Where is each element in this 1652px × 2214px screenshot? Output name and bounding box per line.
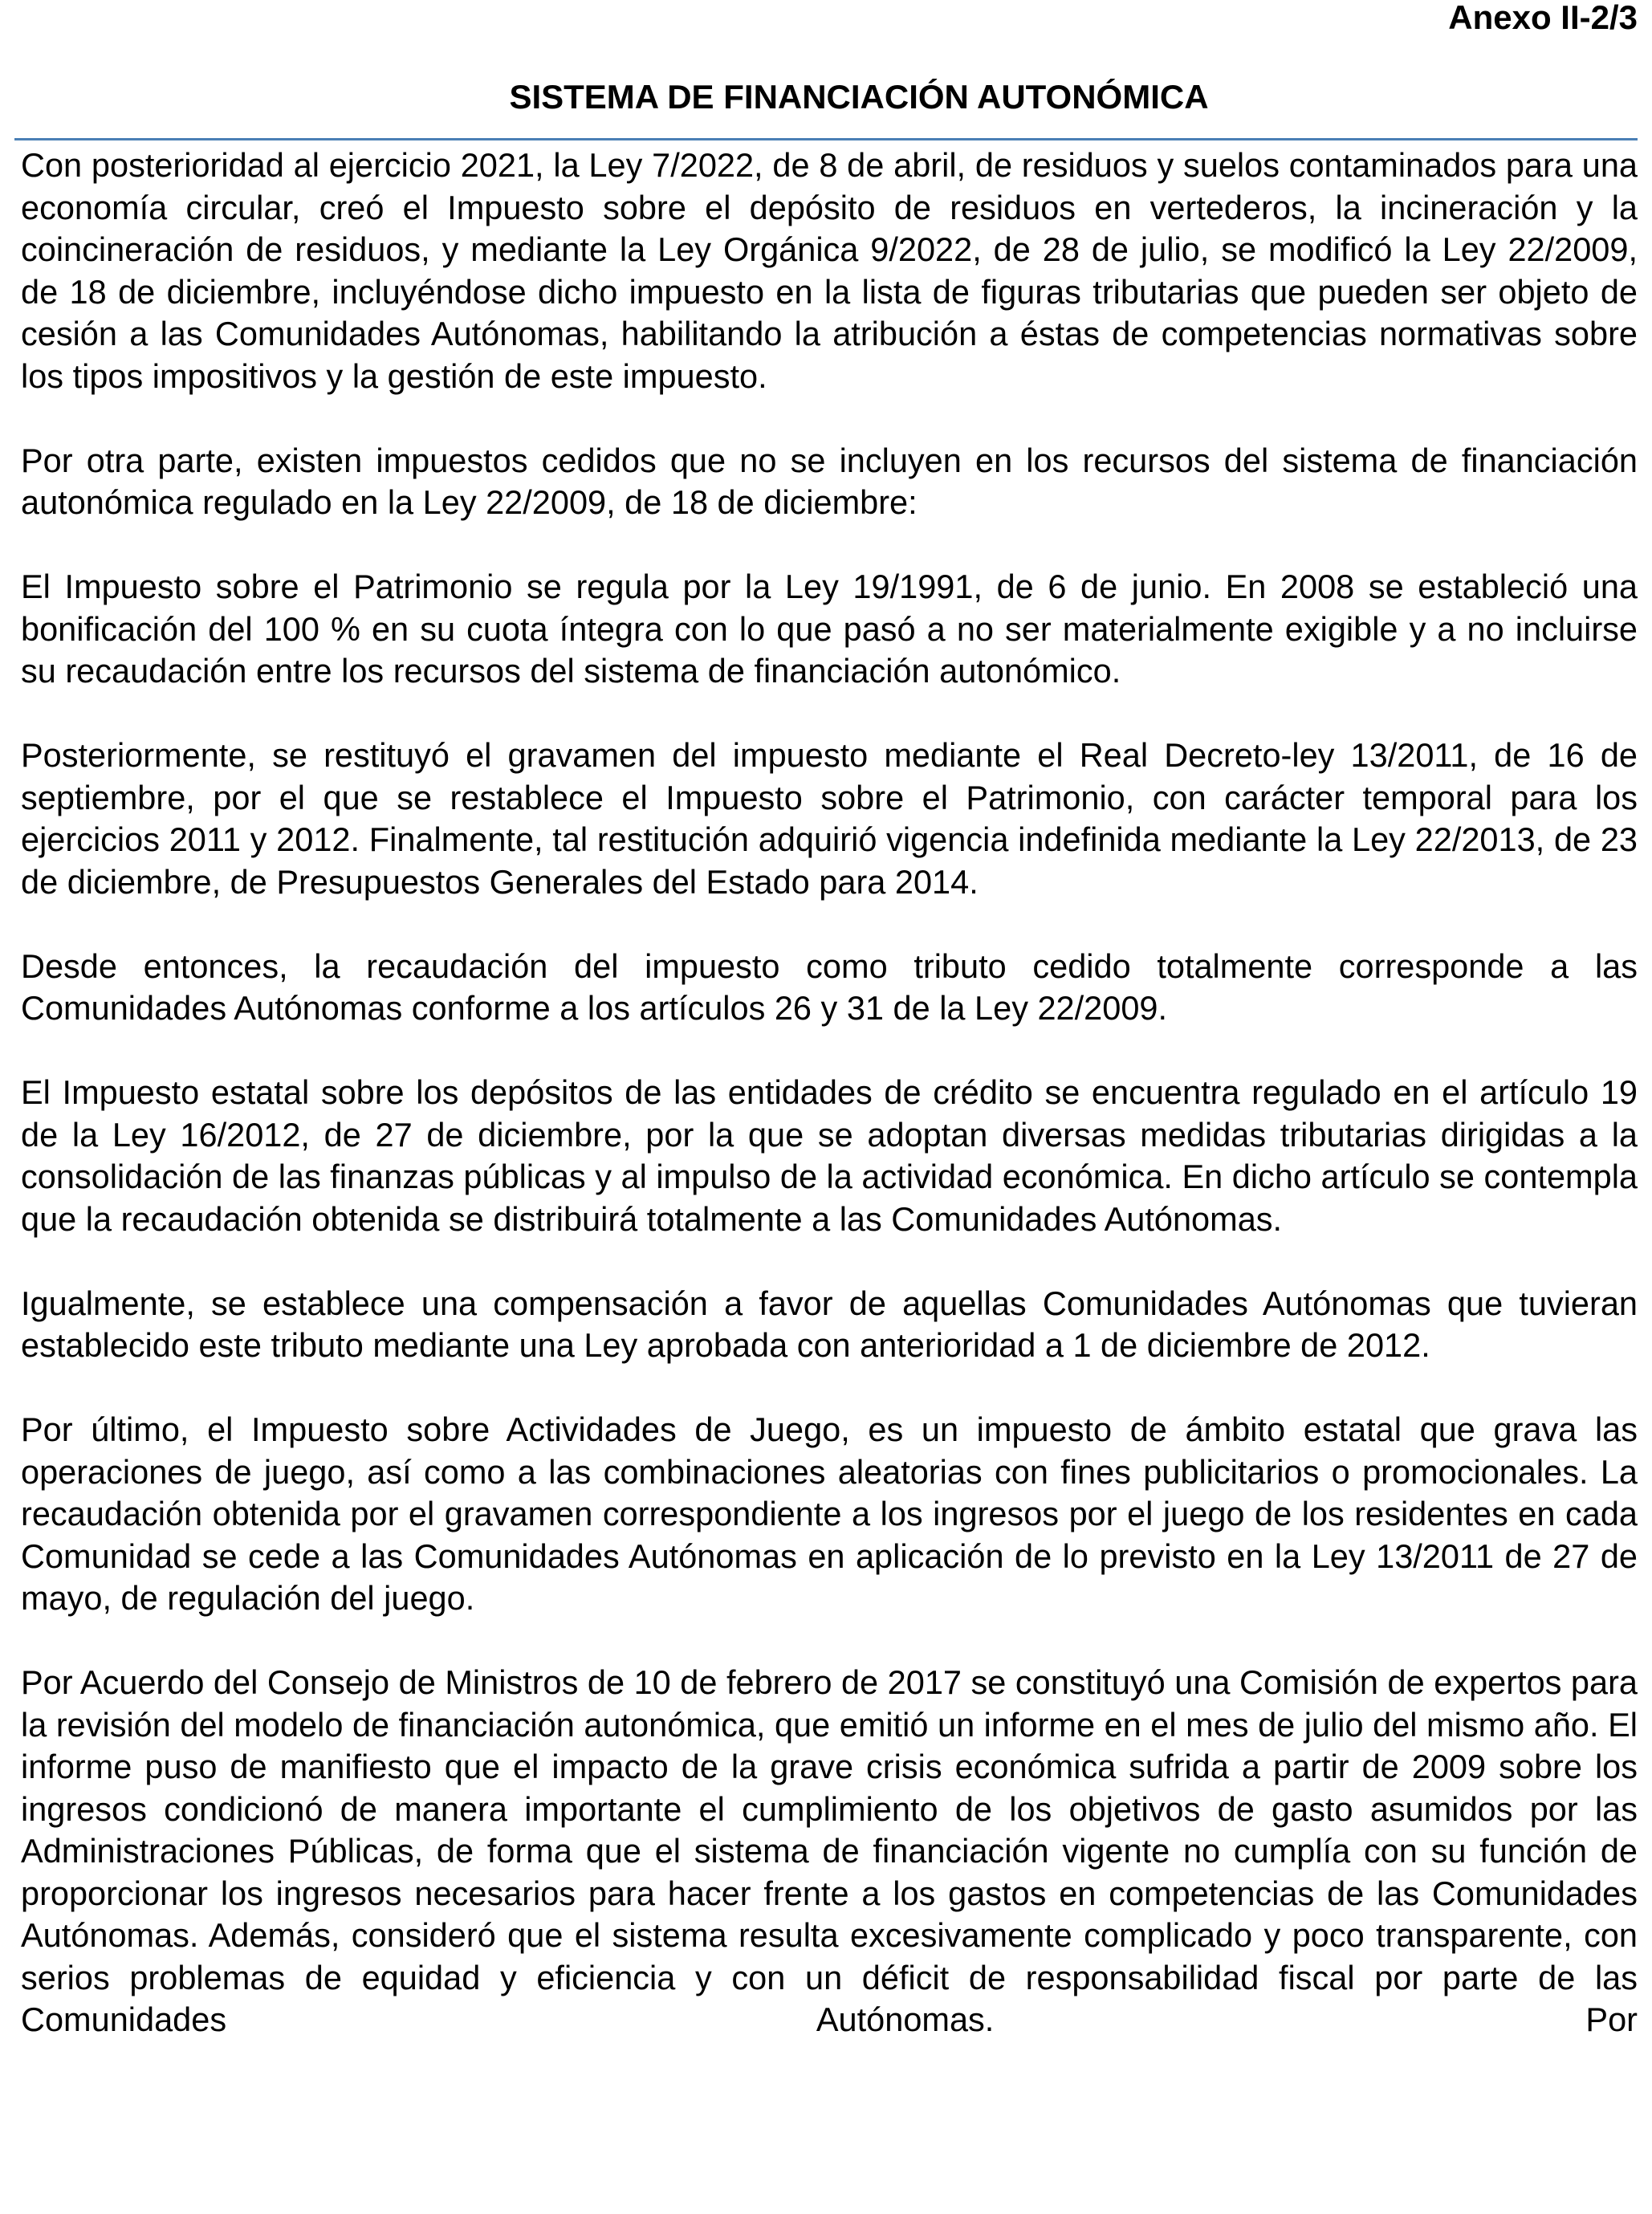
document-body — [21, 144, 1638, 2041]
paragraph-gambling-tax: Por último, el Impuesto sobre Actividades de Juego, es un impuesto de ámbito estatal que grava las operaciones de juego, así como a las combinaciones aleatorias con fines publicitarios o promocionales. La recaudación obtenida por el gravamen correspondiente a los ingresos por el juego de los residentes en cada Comunidad se cede a las Comunidades Autónomas en aplicación de lo previsto en la Ley 13/2011 de 27 de mayo, de regulación del juego. — [21, 1410, 1638, 1617]
paragraph-compensation: Igualmente, se establece una compensación a favor de aquellas Comunidades Autónomas que tuvieran establecido este tributo mediante una Ley aprobada con anterioridad a 1 de diciembre de 2012. — [21, 1284, 1638, 1364]
paragraph-patrimonio-tax: El Impuesto sobre el Patrimonio se regula por la Ley 19/1991, de 6 de junio. En 2008 se estableció una bonificación del 100 % en su cuota íntegra con lo que pasó a no ser materialmente exigible y a no incluirse su recaudación entre los recursos del sistema de financiación autonómico. — [21, 568, 1638, 690]
title-divider — [14, 138, 1638, 140]
paragraph-patrimonio-restitution: Posteriormente, se restituyó el gravamen del impuesto mediante el Real Decreto-ley 13/2011, de 16 de septiembre, por el que se restablece el Impuesto sobre el Patrimonio, con carácter temporal para los ejercicios 2011 y 2012. Finalmente, tal restitución adquirió vigencia indefinida mediante la Ley 22/2013, de 23 de diciembre, de Presupuestos Generales del Estado para 2014. — [21, 736, 1638, 901]
paragraph-patrimonio-collection: Desde entonces, la recaudación del impuesto como tributo cedido totalmente corresponde a las Comunidades Autónomas conforme a los artículos 26 y 31 de la Ley 22/2009. — [21, 946, 1638, 1027]
paragraph-other-ceded-taxes: Por otra parte, existen impuestos cedidos que no se incluyen en los recursos del sistema de financiación autonómica regulado en la Ley 22/2009, de 18 de diciembre: — [21, 441, 1638, 521]
annex-number: Anexo II-2/3 — [1448, 0, 1638, 36]
paragraph-residuos-tax: Con posterioridad al ejercicio 2021, la Ley 7/2022, de 8 de abril, de residuos y suelos contaminados para una economía circular, creó el Impuesto sobre el depósito de residuos en vertederos, la incineración y la coincineración de residuos, y mediante la Ley Orgánica 9/2022, de 28 de julio, se modificó la Ley 22/2009, de 18 de diciembre, incluyéndose dicho impuesto en la lista de figuras tributarias que pueden ser objeto de cesión a las Comunidades Autónomas, habilitando la atribución a éstas de competencias normativas sobre los tipos impositivos y la gestión de este impuesto. — [21, 146, 1638, 395]
page-title: SISTEMA DE FINANCIACIÓN AUTONÓMICA — [509, 78, 1209, 116]
paragraph-deposits-tax: El Impuesto estatal sobre los depósitos de las entidades de crédito se encuentra regulado en el artículo 19 de la Ley 16/2012, de 27 de diciembre, por la que se adoptan diversas medidas tributarias dirigidas a la consolidación de las finanzas públicas y al impulso de la actividad económica. En dicho artículo se contempla que la recaudación obtenida se distribuirá totalmente a las Comunidades Autónomas. — [21, 1073, 1638, 1238]
paragraph-expert-commission: Por Acuerdo del Consejo de Ministros de 10 de febrero de 2017 se constituyó una Comisión de expertos para la revisión del modelo de financiación autonómica, que emitió un informe en el mes de julio del mismo año. El informe puso de manifiesto que el impacto de la grave crisis económica sufrida a partir de 2009 sobre los ingresos condicionó de manera importante el cumplimiento de los objetivos de gasto asumidos por las Administraciones Públicas, de forma que el sistema de financiación vigente no cumplía con su función de proporcionar los ingresos necesarios para hacer frente a los gastos en competencias de las Comunidades Autónomas. Además, consideró que el sistema resulta excesivamente complicado y poco transparente, con serios problemas de equidad y eficiencia y con un déficit de responsabilidad fiscal por parte de las Comunidades Autónomas. Por — [21, 1663, 1638, 2038]
